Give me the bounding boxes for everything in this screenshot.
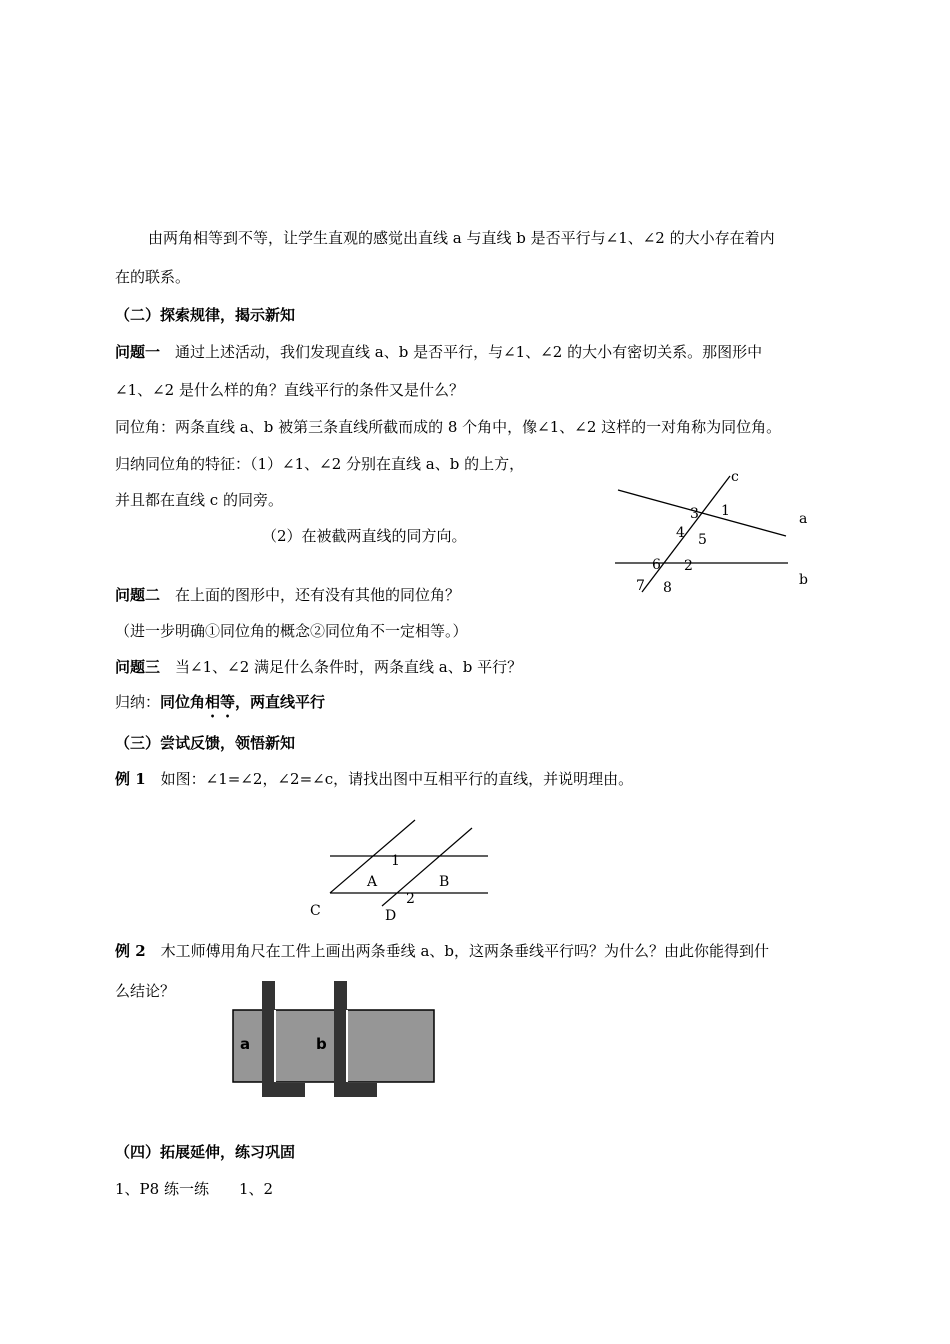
figure-example-1 — [300, 812, 500, 927]
angle-label-3: 3 — [690, 506, 699, 522]
question-2-line — [115, 585, 460, 605]
square-1-base — [262, 1083, 305, 1097]
fig2-label-2: 2 — [406, 891, 415, 907]
question-1-label: 问题一 — [115, 343, 161, 361]
line-c — [642, 476, 730, 592]
example-2-text: 木工师傅用角尺在工件上画出两条垂线 a、b，这两条垂线平行吗？为什么？由此你能得到什 — [145, 942, 769, 960]
practice-line: 1、P8 练一练 1、2 — [115, 1180, 274, 1198]
features-line-3: （2）在被截两直线的同方向。 — [262, 527, 467, 545]
angle-label-4: 4 — [676, 525, 685, 541]
fig2-label-1: 1 — [391, 853, 400, 869]
fig2-label-B: B — [439, 874, 450, 890]
question-2-note: （进一步明确①同位角的概念②同位角不一定相等。） — [115, 622, 468, 640]
label-c: c — [731, 469, 739, 485]
question-3-label: 问题三 — [115, 658, 161, 676]
corresponding-angle-definition: 同位角：两条直线 a、b 被第三条直线所截而成的 8 个角中，像∠1、∠2 这样的一对角称为同位角。 — [115, 418, 782, 436]
conclusion-prefix: 归纳： — [115, 693, 161, 711]
section-3-heading: （三）尝试反馈，领悟新知 — [115, 734, 296, 752]
intro-line-1: 由两角相等到不等，让学生直观的感觉出直线 a 与直线 b 是否平行与∠1、∠2 的大小存在着内 — [148, 229, 775, 247]
angle-label-5: 5 — [698, 532, 707, 548]
label-a: a — [799, 511, 808, 527]
angle-label-1: 1 — [721, 503, 730, 519]
angle-label-6: 6 — [652, 557, 661, 573]
example-2-label: 例 2 — [115, 942, 146, 960]
conclusion-part-1: 同位角 — [160, 693, 206, 711]
conclusion-part-3: ，两直线平行 — [235, 693, 326, 711]
square-2-base — [334, 1083, 377, 1097]
label-b: b — [799, 572, 808, 588]
question-2-text: 在上面的图形中，还有没有其他的同位角？ — [160, 586, 461, 604]
example-1-line — [115, 769, 633, 789]
fig2-label-C: C — [310, 903, 321, 919]
fig3-label-b: b — [316, 1035, 327, 1053]
features-line-1: 归纳同位角的特征：（1）∠1、∠2 分别在直线 a、b 的上方， — [115, 455, 525, 473]
angle-label-2: 2 — [684, 558, 693, 574]
question-3-line — [115, 657, 522, 677]
question-2-label: 问题二 — [115, 586, 161, 604]
square-2-blade — [334, 981, 347, 1083]
intro-line-2: 在的联系。 — [115, 268, 191, 286]
section-2-heading: （二）探索规律，揭示新知 — [115, 306, 296, 324]
conclusion-line — [115, 692, 325, 721]
question-1-line-2: ∠1、∠2 是什么样的角？直线平行的条件又是什么？ — [115, 381, 464, 399]
section-4-heading: （四）拓展延伸，练习巩固 — [115, 1143, 296, 1161]
example-1-label: 例 1 — [115, 770, 146, 788]
square-1-blade — [262, 981, 275, 1083]
example-2-line-2: 么结论？ — [115, 982, 176, 1000]
question-1-line-1 — [115, 342, 762, 362]
features-line-2: 并且都在直线 c 的同旁。 — [115, 491, 283, 509]
fig2-label-D: D — [385, 908, 397, 924]
fig2-label-A: A — [367, 874, 378, 890]
figure-carpenter-square — [228, 975, 443, 1105]
angle-label-7: 7 — [636, 578, 645, 594]
example-2-line-1 — [115, 941, 769, 961]
example-1-text: 如图：∠1=∠2，∠2=∠c，请找出图中互相平行的直线，并说明理由。 — [145, 770, 634, 788]
question-1-text: 通过上述活动，我们发现直线 a、b 是否平行，与∠1、∠2 的大小有密切关系。那图形中 — [160, 343, 763, 361]
conclusion-part-2: 相等 — [205, 693, 236, 711]
figure-transversal — [600, 462, 830, 602]
question-3-text: 当∠1、∠2 满足什么条件时，两条直线 a、b 平行？ — [160, 658, 523, 676]
fig3-label-a: a — [240, 1035, 251, 1053]
angle-label-8: 8 — [663, 580, 672, 596]
